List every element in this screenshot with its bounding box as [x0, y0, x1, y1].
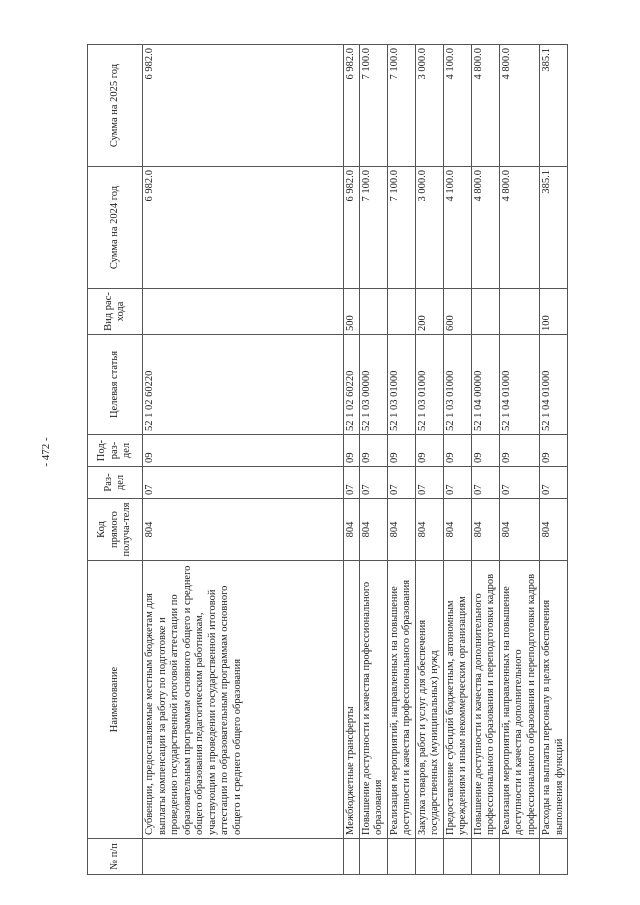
cell-section: 07: [471, 467, 499, 499]
header-admin-code: Код прямого получа-теля: [88, 499, 143, 561]
cell-name: Повышение доступности и качества профессионального образования: [359, 561, 387, 839]
cell-sum-2025: 7 100.0: [359, 45, 387, 167]
cell-subsection: 09: [344, 435, 360, 467]
cell-expense-type: [359, 289, 387, 335]
header-sum-2024: Сумма на 2024 год: [88, 167, 143, 289]
cell-num: [499, 839, 540, 875]
cell-section: 07: [499, 467, 540, 499]
cell-sum-2024: 6 982.0: [344, 167, 360, 289]
cell-subsection: 09: [471, 435, 499, 467]
cell-subsection: 09: [415, 435, 443, 467]
cell-num: [143, 839, 344, 875]
table-header-row: [88, 45, 143, 875]
table-row: [344, 45, 360, 875]
cell-admin-code: 804: [344, 499, 360, 561]
cell-target-item: 52 1 03 01000: [443, 335, 471, 435]
table-row: [443, 45, 471, 875]
cell-expense-type: 100: [540, 289, 568, 335]
cell-admin-code: 804: [443, 499, 471, 561]
cell-name: Расходы на выплаты персоналу в целях обеспечения выполнения функций: [540, 561, 568, 839]
cell-section: 07: [344, 467, 360, 499]
cell-expense-type: 500: [344, 289, 360, 335]
cell-section: 07: [415, 467, 443, 499]
table-row: [359, 45, 387, 875]
header-target-item: Целевая статья: [88, 335, 143, 435]
cell-name: Субвенции, предоставляемые местным бюджетам для выплаты компенсации за работу по подготовке и проведению государственной итоговой аттестации по образовательным программам основного общего и среднего общего образования педагогическим работникам, участвующим в проведении государственной итоговой аттестации по образовательным программам основного общего и среднего общего образования: [143, 561, 344, 839]
cell-admin-code: 804: [359, 499, 387, 561]
cell-num: [471, 839, 499, 875]
cell-expense-type: [387, 289, 415, 335]
cell-target-item: 52 1 02 60220: [344, 335, 360, 435]
cell-admin-code: 804: [415, 499, 443, 561]
cell-admin-code: 804: [471, 499, 499, 561]
cell-target-item: 52 1 04 01000: [540, 335, 568, 435]
cell-name: Закупка товаров, работ и услуг для обеспечения государственных (муниципальных) нужд: [415, 561, 443, 839]
cell-section: 07: [387, 467, 415, 499]
cell-expense-type: [499, 289, 540, 335]
page-number-text: - 472 -: [40, 437, 52, 467]
cell-target-item: 52 1 04 01000: [499, 335, 540, 435]
cell-sum-2024: 385.1: [540, 167, 568, 289]
table-row: [471, 45, 499, 875]
cell-sum-2024: 3 000.0: [415, 167, 443, 289]
cell-admin-code: 804: [143, 499, 344, 561]
cell-section: 07: [143, 467, 344, 499]
cell-name: Реализация мероприятий, направленных на повышение доступности и качества дополнительного профессионального образования и переподготовки кадров: [499, 561, 540, 839]
cell-num: [387, 839, 415, 875]
cell-num: [540, 839, 568, 875]
cell-subsection: 09: [499, 435, 540, 467]
cell-sum-2025: 7 100.0: [387, 45, 415, 167]
table-row: [499, 45, 540, 875]
cell-sum-2024: 4 800.0: [499, 167, 540, 289]
cell-admin-code: 804: [387, 499, 415, 561]
cell-subsection: 09: [387, 435, 415, 467]
cell-sum-2024: 6 982.0: [143, 167, 344, 289]
cell-sum-2025: 4 800.0: [471, 45, 499, 167]
cell-num: [443, 839, 471, 875]
cell-admin-code: 804: [540, 499, 568, 561]
header-num: № п/п: [88, 839, 143, 875]
table-row: [387, 45, 415, 875]
cell-sum-2025: 385.1: [540, 45, 568, 167]
table-row: [143, 45, 344, 875]
header-subsection: Под-раз-дел: [88, 435, 143, 467]
table-row: [540, 45, 568, 875]
cell-subsection: 09: [143, 435, 344, 467]
cell-num: [415, 839, 443, 875]
header-section: Раз-дел: [88, 467, 143, 499]
cell-target-item: 52 1 02 60220: [143, 335, 344, 435]
cell-target-item: 52 1 04 00000: [471, 335, 499, 435]
cell-sum-2024: 7 100.0: [387, 167, 415, 289]
header-sum-2025: Сумма на 2025 год: [88, 45, 143, 167]
cell-admin-code: 804: [499, 499, 540, 561]
cell-name: Повышение доступности и качества дополнительного профессионального образования и переподготовки кадров: [471, 561, 499, 839]
cell-subsection: 09: [443, 435, 471, 467]
budget-table: [87, 44, 568, 875]
cell-name: Предоставление субсидий бюджетным, автономным учреждениям и иным некоммерческим организациям: [443, 561, 471, 839]
cell-section: 07: [540, 467, 568, 499]
cell-expense-type: [471, 289, 499, 335]
cell-num: [344, 839, 360, 875]
cell-sum-2025: 4 800.0: [499, 45, 540, 167]
cell-name: Межбюджетные трансферты: [344, 561, 360, 839]
cell-sum-2024: 4 100.0: [443, 167, 471, 289]
cell-sum-2025: 4 100.0: [443, 45, 471, 167]
cell-sum-2025: 6 982.0: [344, 45, 360, 167]
cell-subsection: 09: [540, 435, 568, 467]
cell-num: [359, 839, 387, 875]
cell-target-item: 52 1 03 00000: [359, 335, 387, 435]
cell-name: Реализация мероприятий, направленных на повышение доступности и качества профессионального образования: [387, 561, 415, 839]
cell-sum-2025: 6 982.0: [143, 45, 344, 167]
cell-target-item: 52 1 03 01000: [415, 335, 443, 435]
cell-expense-type: [143, 289, 344, 335]
cell-section: 07: [443, 467, 471, 499]
header-expense-type: Вид рас-хода: [88, 289, 143, 335]
header-name: Наименование: [88, 561, 143, 839]
cell-subsection: 09: [359, 435, 387, 467]
cell-expense-type: 600: [443, 289, 471, 335]
table-row: [415, 45, 443, 875]
cell-target-item: 52 1 03 01000: [387, 335, 415, 435]
cell-sum-2024: 7 100.0: [359, 167, 387, 289]
cell-sum-2024: 4 800.0: [471, 167, 499, 289]
cell-sum-2025: 3 000.0: [415, 45, 443, 167]
cell-section: 07: [359, 467, 387, 499]
cell-expense-type: 200: [415, 289, 443, 335]
